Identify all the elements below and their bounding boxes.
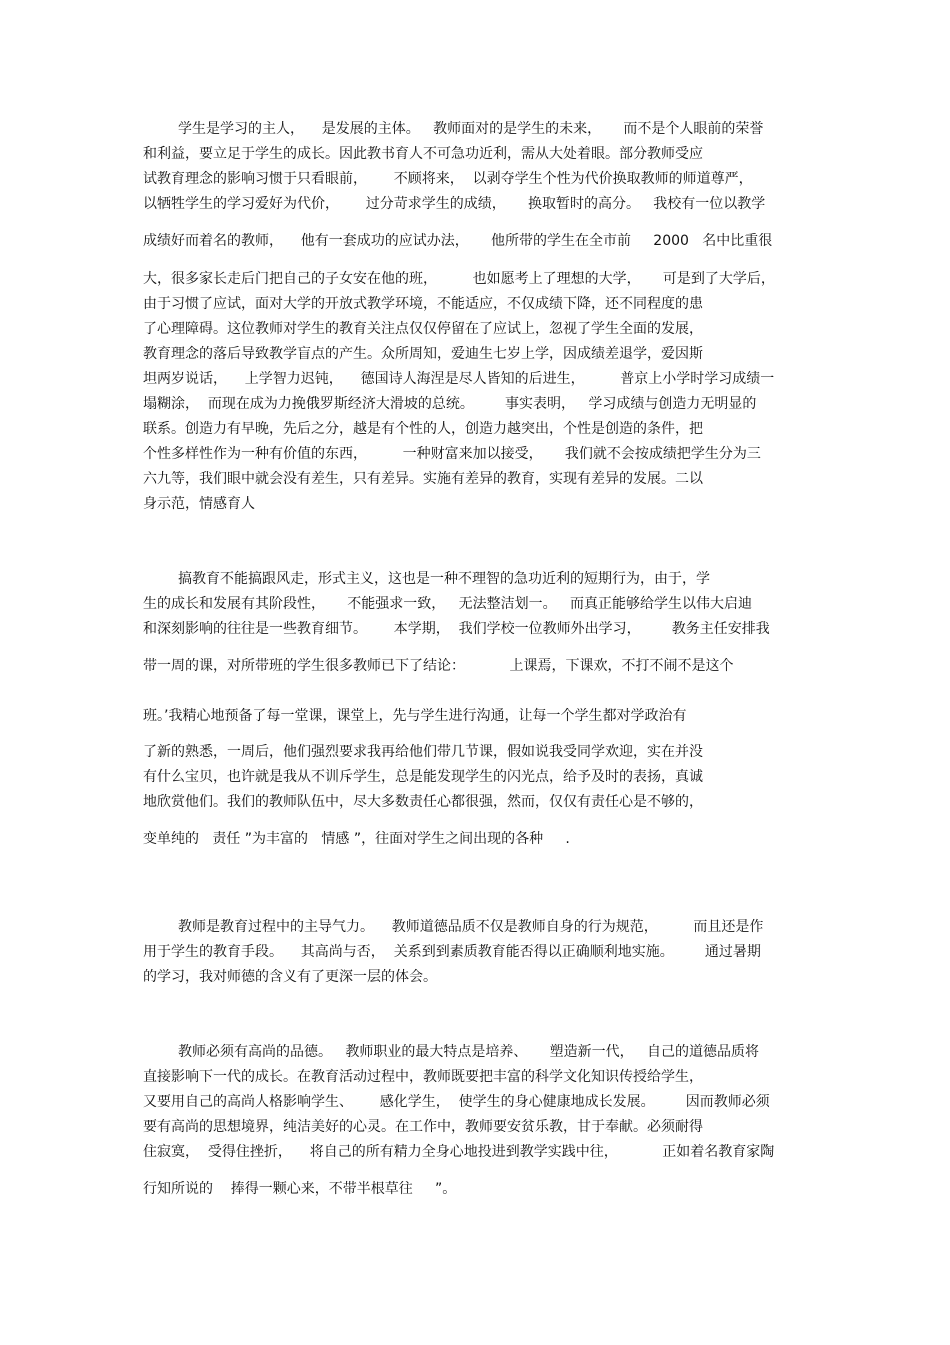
text-line: 带一周的课，对所带班的学生很多教师已下了结论： 上课焉，下课欢，不打不闹不是这个 (143, 658, 734, 674)
text-line: 和深刻影响的往往是一些教育细节。 本学期， 我们学校一位教师外出学习， 教务主任安排我 (143, 621, 770, 637)
text-line: 要有高尚的思想境界，纯洁美好的心灵。在工作中，教师要安贫乐教，甘于奉献。必须耐得 (143, 1119, 703, 1135)
text-line: 行知所说的 捧得一颗心来，不带半根草往 ”。 (143, 1181, 457, 1197)
text-line: 教师是教育过程中的主导气力。 教师道德品质不仅是教师自身的行为规范， 而且还是作 (178, 919, 764, 935)
text-line: 又要用自己的高尚人格影响学生、 感化学生， 使学生的身心健康地成长发展。 因而教师必须 (143, 1094, 770, 1110)
text-line: 试教育理念的影响习惯于只看眼前， 不顾将来， 以剥夺学生个性为代价换取教师的师道尊严， (143, 171, 753, 187)
text-line: 塌糊涂， 而现在成为力挽俄罗斯经济大滑坡的总统。 事实表明， 学习成绩与创造力无明显的 (143, 396, 757, 412)
text-line: 搞教育不能搞跟风走，形式主义，这也是一种不理智的急功近利的短期行为，由于，学 (178, 571, 710, 587)
text-line: 由于习惯了应试，面对大学的开放式教学环境，不能适应，不仅成绩下降，还不同程度的患 (143, 296, 703, 312)
text-line: 学生是学习的主人， 是发展的主体。 教师面对的是学生的未来， 而不是个人眼前的荣誉 (178, 121, 764, 137)
text-line: 变单纯的 责任 ”为丰富的 情感 ”，往面对学生之间出现的各种 . (143, 831, 570, 847)
text-line: 身示范，情感育人 (143, 496, 255, 512)
text-line: 坦两岁说话， 上学智力迟钝， 德国诗人海涅是尽人皆知的后进生， 普京上小学时学习成绩一 (143, 371, 775, 387)
text-line: 教育理念的落后导致教学盲点的产生。众所周知，爱迪生七岁上学，因成绩差退学，爱因斯 (143, 346, 703, 362)
text-line: 以牺牲学生的学习爱好为代价， 过分苛求学生的成绩， 换取暂时的高分。 我校有一位以教学 (143, 196, 766, 212)
text-line: 个性多样性作为一种有价值的东西， 一种财富来加以接受， 我们就不会按成绩把学生分为三 (143, 446, 761, 462)
text-line: 教师必须有高尚的品德。 教师职业的最大特点是培养、 塑造新一代， 自己的道德品质将 (178, 1044, 759, 1060)
text-line: 的学习，我对师德的含义有了更深一层的体会。 (143, 969, 437, 985)
text-line: 有什么宝贝，也许就是我从不训斥学生，总是能发现学生的闪光点，给予及时的表扬，真诚 (143, 769, 703, 785)
text-line: 住寂寞， 受得住挫折， 将自己的所有精力全身心地投进到教学实践中往， 正如着名教育家陶 (143, 1144, 775, 1160)
text-line: 用于学生的教育手段。 其高尚与否， 关系到到素质教育能否得以正确顺利地实施。 通过暑期 (143, 944, 761, 960)
text-line: 了新的熟悉，一周后，他们强烈要求我再给他们带几节课，假如说我受同学欢迎，实在并没 (143, 744, 703, 760)
text-line: 六九等，我们眼中就会没有差生，只有差异。实施有差异的教育，实现有差异的发展。二以 (143, 471, 703, 487)
text-line: 成绩好而着名的教师， 他有一套成功的应试办法， 他所带的学生在全市前 2000 名中比重很 (143, 233, 773, 249)
text-line: 大，很多家长走后门把自己的子女安在他的班， 也如愿考上了理想的大学， 可是到了大学后， (143, 271, 775, 287)
text-line: 了心理障碍。这位教师对学生的教育关注点仅仅停留在了应试上，忽视了学生全面的发展， (143, 321, 703, 337)
text-line: 和利益，要立足于学生的成长。因此教书育人不可急功近利，需从大处着眼。部分教师受应 (143, 146, 703, 162)
text-line: 地欣赏他们。我们的教师队伍中，尽大多数责任心都很强，然而，仅仅有责任心是不够的， (143, 794, 703, 810)
text-line: 生的成长和发展有其阶段性， 不能强求一致， 无法整洁划一。 而真正能够给学生以伟大启迪 (143, 596, 752, 612)
text-line: 班。’我精心地预备了每一堂课，课堂上，先与学生进行沟通，让每一个学生都对学政治有 (143, 708, 687, 724)
text-line: 直接影响下一代的成长。在教育活动过程中，教师既要把丰富的科学文化知识传授给学生， (143, 1069, 703, 1085)
text-line: 联系。创造力有早晚，先后之分，越是有个性的人，创造力越突出，个性是创造的条件，把 (143, 421, 703, 437)
